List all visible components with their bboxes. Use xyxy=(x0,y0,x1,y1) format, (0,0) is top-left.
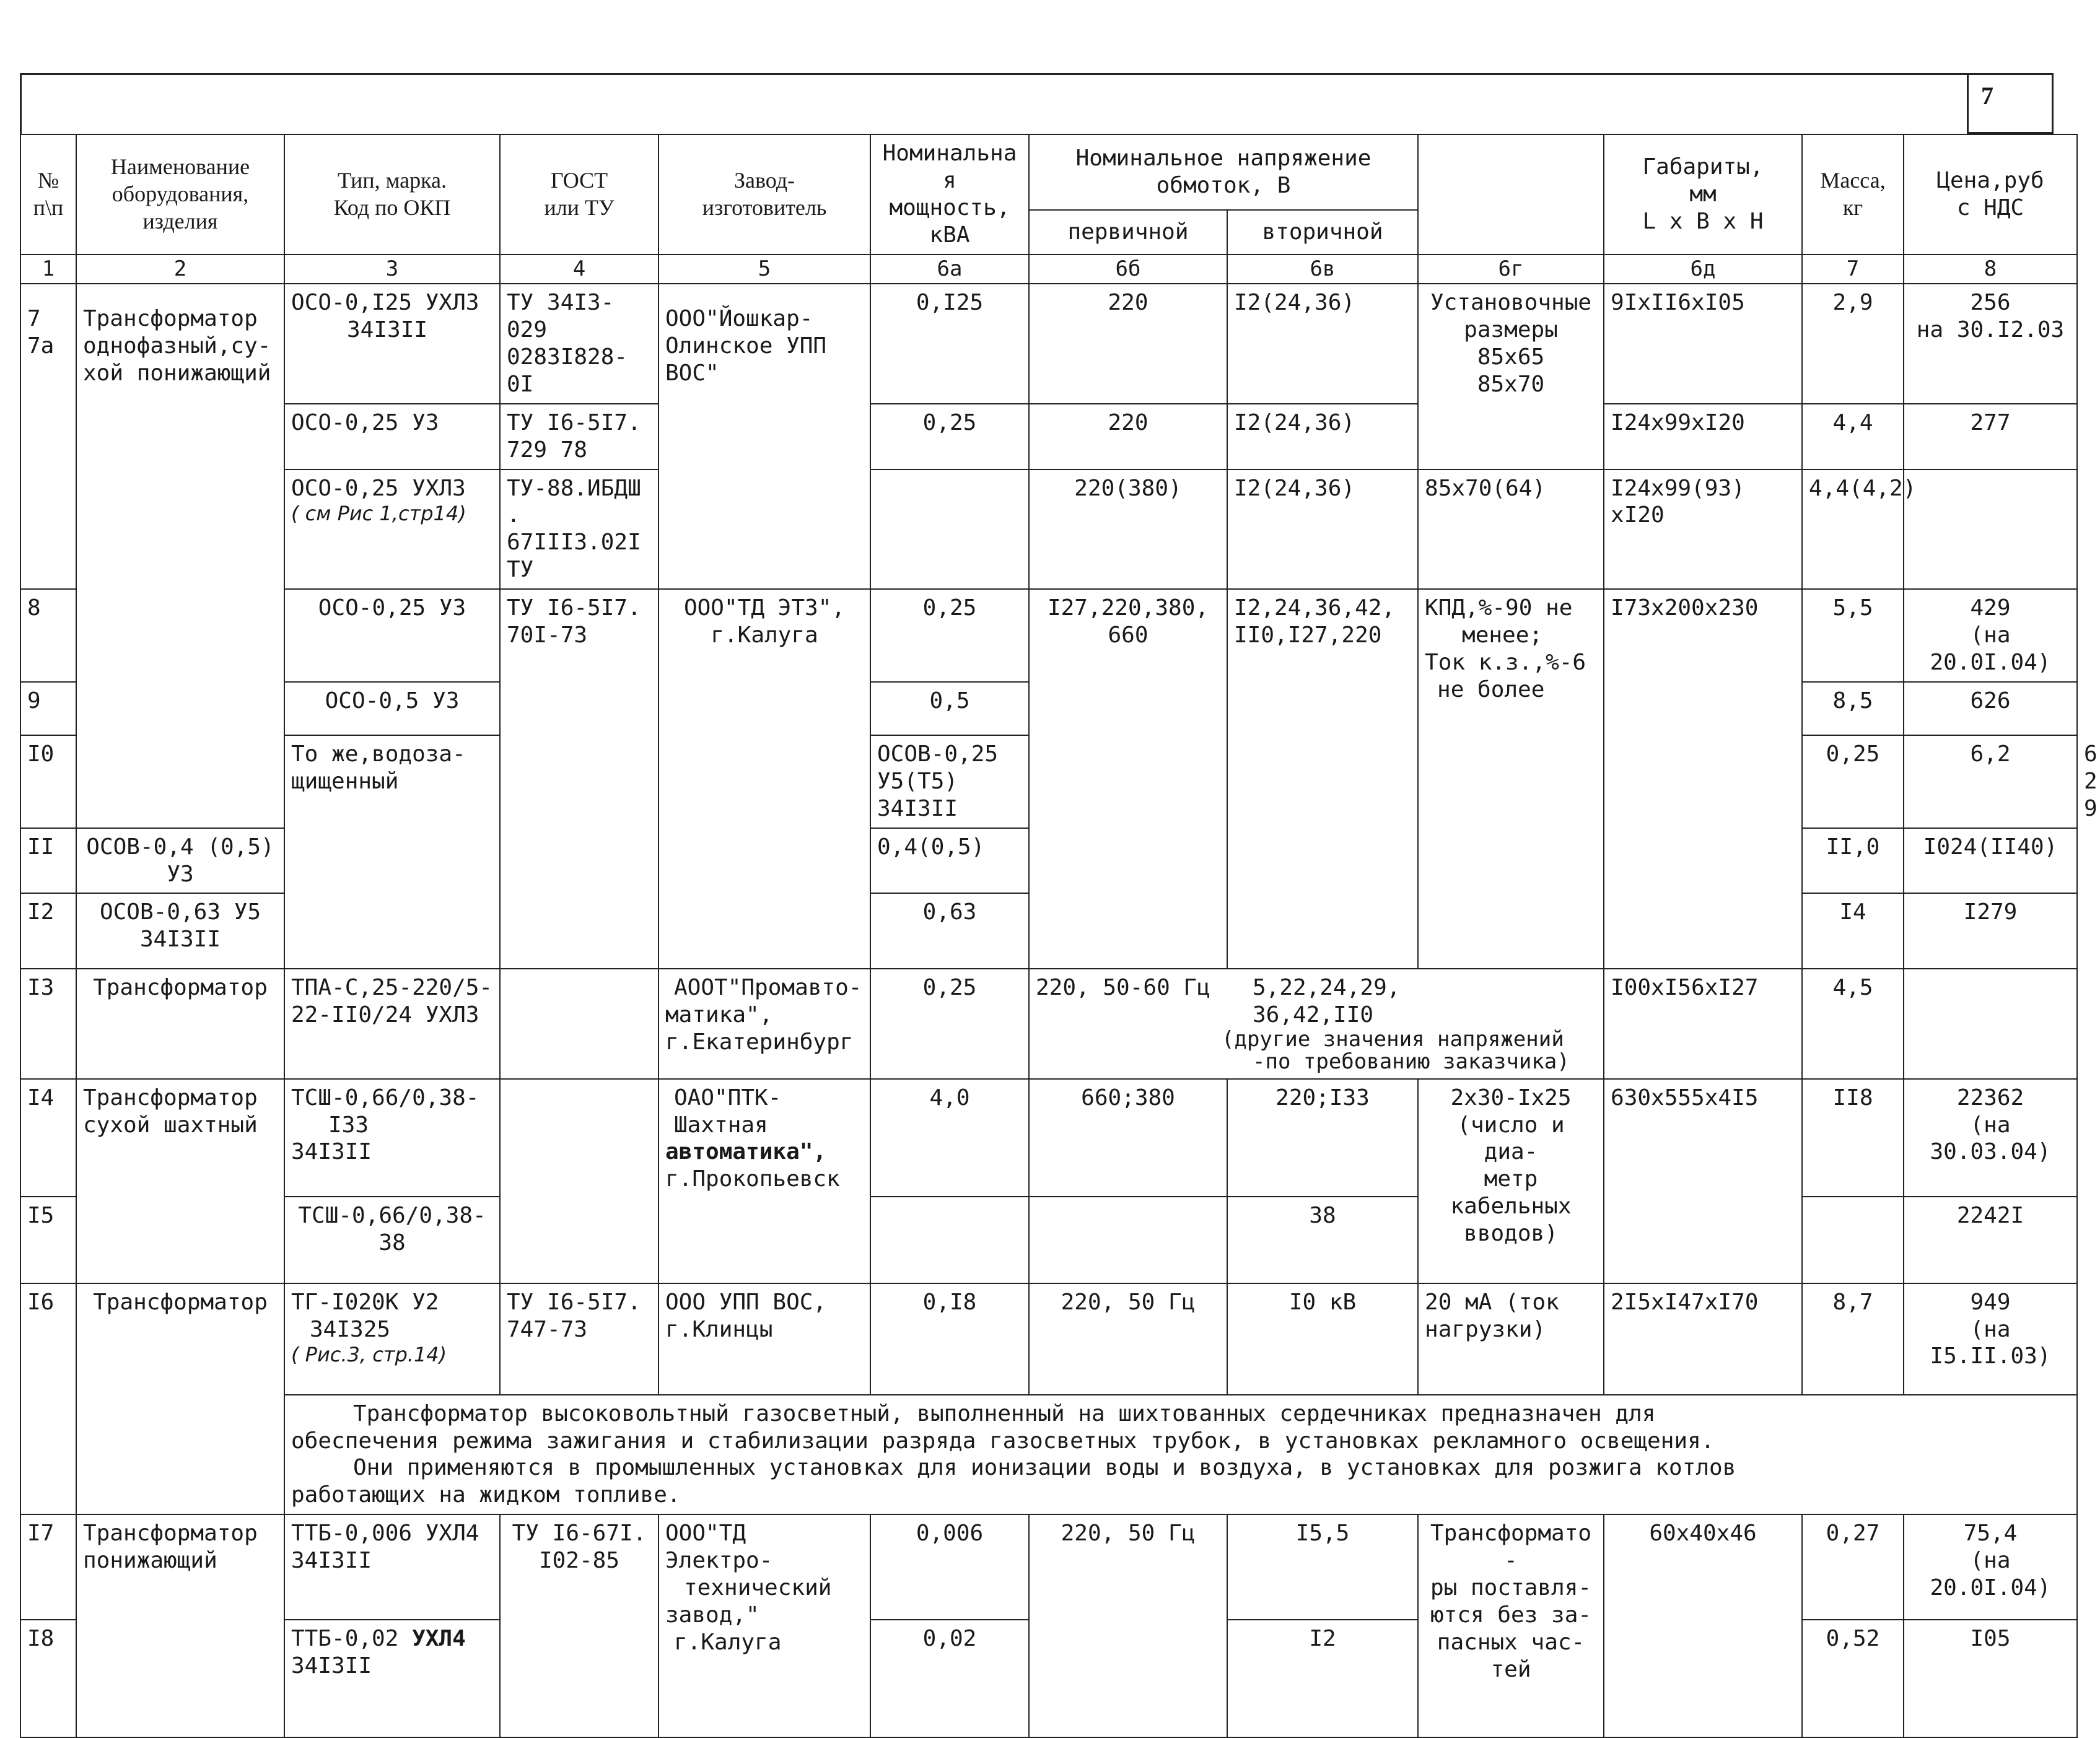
voltage-note: -по требованию заказчика) xyxy=(1253,1049,1570,1074)
col-num: 1 xyxy=(20,255,76,284)
item-type: ОСО-0,25 УХЛЗ ( см Рис 1,стр14) xyxy=(284,469,500,590)
item-gost: ТУ I6-5I7. 747-73 xyxy=(500,1283,658,1395)
table-row-7b xyxy=(20,469,2077,590)
row-number: 9 xyxy=(20,682,76,735)
item-maker: ООО"ТД Электро- технический завод," г.Калуга xyxy=(658,1514,870,1737)
item-mass: I4 xyxy=(1802,893,1904,969)
item-type: ОСОВ-0,25 У5(Т5) 34I3II xyxy=(870,735,1029,828)
item-price: 626 xyxy=(1904,682,2077,735)
table-row-13 xyxy=(20,969,2077,1078)
item-secondary-voltage: I0 кВ xyxy=(1227,1283,1418,1395)
item-type: ОСО-0,25 УЗ xyxy=(284,404,500,469)
item-mass: 8,5 xyxy=(1802,682,1904,735)
item-gost: ТУ-88.ИБДШ. 67III3.02IТУ xyxy=(500,469,658,590)
item-dimensions: I73x200x230 xyxy=(1604,589,1802,969)
header-voltage: Номинальное напряжение обмоток, В xyxy=(1029,134,1418,210)
item-install-size: КПД,%-90 не менее; Ток к.з.,%-6 не более xyxy=(1418,589,1604,969)
item-primary-voltage: 220(380) xyxy=(1029,469,1227,590)
header-maker: Завод- изготовитель xyxy=(658,134,870,255)
page-number-box xyxy=(1967,73,2054,134)
item-install-size: 85x70(64) xyxy=(1418,469,1604,590)
table-row-7a xyxy=(20,404,2077,469)
item-power: 0,63 xyxy=(870,893,1029,969)
item-mass: 0,27 xyxy=(1802,1514,1904,1620)
item-price xyxy=(1904,469,2077,590)
item-type: ТСШ-0,66/0,38- 38 xyxy=(284,1197,500,1283)
item-type: ТГ-I020К У2 34I325 ( Рис.3, стр.14) xyxy=(284,1283,500,1395)
item-price: 429 (на 20.0I.04) xyxy=(1904,589,2077,682)
item-price: 75,4 (на 20.0I.04) xyxy=(1904,1514,2077,1620)
handwritten-note: ( см Рис 1,стр14) xyxy=(291,502,466,526)
item-name: То же,водоза- щищенный xyxy=(284,735,500,969)
item-secondary-voltage: 38 xyxy=(1227,1197,1418,1283)
table-row-7 xyxy=(20,284,2077,404)
top-frame xyxy=(20,73,1967,135)
item-price: I05 xyxy=(1904,1620,2077,1737)
item-name: Трансформатор xyxy=(76,1283,284,1515)
item-price: 2242I xyxy=(1904,1197,2077,1283)
description-row xyxy=(20,1395,2077,1515)
item-primary-voltage: 220, 50 Гц xyxy=(1029,1514,1227,1737)
header-power: Номинальная мощность, кВА xyxy=(870,134,1029,255)
item-type: ОСОВ-0,63 У5 34I3II xyxy=(76,893,284,969)
header-no: № п\п xyxy=(20,134,76,255)
row-number: I5 xyxy=(20,1197,76,1283)
header-secondary: вторичной xyxy=(1227,210,1418,254)
item-mass: II,0 xyxy=(1802,828,1904,894)
item-primary-voltage: I27,220,380, 660 xyxy=(1029,589,1227,969)
col-num: 6д xyxy=(1604,255,1802,284)
item-primary-voltage: 220, 50-60 Гц xyxy=(1036,975,1210,1001)
row-number: I0 xyxy=(20,735,76,828)
item-mass: 8,7 xyxy=(1802,1283,1904,1395)
table-row-8 xyxy=(20,589,2077,682)
item-type: ОСО-0,25 УЗ xyxy=(284,589,500,682)
item-mass: 5,5 xyxy=(1802,589,1904,682)
item-install-size: 2x30-Ix25 (число и диа- метр кабельных вводов) xyxy=(1418,1079,1604,1283)
item-mass: 4,5 xyxy=(1802,969,1904,1078)
item-gost: ТУ I6-67I. I02-85 xyxy=(500,1514,658,1737)
row-number: I6 xyxy=(20,1283,76,1515)
col-num: 6в xyxy=(1227,255,1418,284)
page-number: 7 xyxy=(1981,82,1993,110)
item-install-size: 20 мА (ток нагрузки) xyxy=(1418,1283,1604,1395)
item-mass: 2,9 xyxy=(1802,284,1904,404)
item-dimensions: I24x99xI20 xyxy=(1604,404,1802,469)
item-gost xyxy=(500,1079,658,1283)
item-primary-voltage: 220, 50 Гц xyxy=(1029,1283,1227,1395)
item-power: 0,I8 xyxy=(870,1283,1029,1395)
item-maker: ОАО"ПТК-Шахтная автоматика", г.Прокопьевск xyxy=(658,1079,870,1283)
item-secondary-voltage: I2(24,36) xyxy=(1227,404,1418,469)
item-gost xyxy=(500,969,658,1078)
item-maker: АООТ"Промавто- матика", г.Екатеринбург xyxy=(658,969,870,1078)
item-dimensions: I00xI56xI27 xyxy=(1604,969,1802,1078)
item-power: 0,25 xyxy=(1802,735,1904,828)
col-num: 2 xyxy=(76,255,284,284)
item-name: Трансформатор понижающий xyxy=(76,1514,284,1737)
item-power: 0,25 xyxy=(870,589,1029,682)
item-gost: ТУ I6-5I7. 729 78 xyxy=(500,404,658,469)
item-maker: ООО"ТД ЭТЗ", г.Калуга xyxy=(658,589,870,969)
equipment-table xyxy=(20,134,2098,1738)
header-mass: Масса, кг xyxy=(1802,134,1904,255)
item-gost: ТУ 34I3-029 0283I828-0I xyxy=(500,284,658,404)
column-numbers-row xyxy=(20,255,2077,284)
row-number: I4 xyxy=(20,1079,76,1197)
item-power: 0,02 xyxy=(870,1620,1029,1737)
item-dimensions: 2I5xI47xI70 xyxy=(1604,1283,1802,1395)
item-power: 0,5 xyxy=(870,682,1029,735)
col-num: 5 xyxy=(658,255,870,284)
item-secondary-voltage: I5,5 xyxy=(1227,1514,1418,1620)
item-dimensions: 9IxII6xI05 xyxy=(1604,284,1802,404)
table-row-10: I0 То же,водоза- щищенный ОСОВ-0,25 У5(Т5) 34I3II 0,25 6,2 629 xyxy=(20,735,2077,828)
item-voltage-note xyxy=(1029,969,1604,1078)
table-row-17 xyxy=(20,1514,2077,1620)
item-maker: ООО УПП ВОС, г.Клинцы xyxy=(658,1283,870,1395)
item-primary-voltage: 220 xyxy=(1029,284,1227,404)
row-number: I7 xyxy=(20,1514,76,1620)
col-num: 6б xyxy=(1029,255,1227,284)
item-maker: ООО"Йошкар- Олинское УПП ВОС" xyxy=(658,284,870,589)
item-power xyxy=(870,469,1029,590)
item-price: I024(II40) xyxy=(1904,828,2077,894)
row-number: I3 xyxy=(20,969,76,1078)
item-mass: 4,4 xyxy=(1802,404,1904,469)
item-power xyxy=(870,1197,1029,1283)
header-gost: ГОСТ или ТУ xyxy=(500,134,658,255)
item-price: 949 (на I5.II.03) xyxy=(1904,1283,2077,1395)
item-mass: 0,52 xyxy=(1802,1620,1904,1737)
item-power: 0,006 xyxy=(870,1514,1029,1620)
item-type: ТСШ-0,66/0,38- I33 34I3II xyxy=(284,1079,500,1197)
row-number: 8 xyxy=(20,589,76,682)
item-dimensions: 60x40x46 xyxy=(1604,1514,1802,1737)
description-paragraph: Трансформатор высоковольтный газосветный, выполненный на шихтованных сердечниках предназначен для обеспечения режима зажигания и стабилизации разряда газосветных трубок, в установках рекламного освещения. Они применяются в промышленных установках для ионизации воды и воздуха, в установках для розжига котлов работающих на жидком топливе. xyxy=(284,1395,2077,1515)
item-type: ОСОВ-0,4 (0,5) У3 xyxy=(76,828,284,894)
item-secondary-voltage: I2(24,36) xyxy=(1227,284,1418,404)
header-type: Тип, марка. Код по ОКП xyxy=(284,134,500,255)
item-power: 0,I25 xyxy=(870,284,1029,404)
voltage-subgrid xyxy=(1036,974,1597,1029)
item-power: 0,25 xyxy=(870,969,1029,1078)
header-row-1 xyxy=(20,134,2077,210)
item-install-size: Трансформато- ры поставля- ются без за- пасных час- тей xyxy=(1418,1514,1604,1737)
row-number: II xyxy=(20,828,76,894)
item-type: ТТБ-0,006 УХЛ4 34I3II xyxy=(284,1514,500,1620)
item-secondary-voltage: 5,22,24,29, 36,42,II0 xyxy=(1253,975,1401,1028)
item-type: ТПА-С,25-220/5- 22-II0/24 УХЛЗ xyxy=(284,969,500,1078)
col-num: 7 xyxy=(1802,255,1904,284)
handwritten-note: ( Рис.3, стр.14) xyxy=(291,1343,447,1367)
item-price: 22362 (на 30.03.04) xyxy=(1904,1079,2077,1197)
header-primary: первичной xyxy=(1029,210,1227,254)
voltage-note: (другие значения напряжений xyxy=(1222,1027,1564,1052)
item-primary-voltage: 220 xyxy=(1029,404,1227,469)
item-mass: 6,2 xyxy=(1904,735,2077,828)
item-mass: 4,4(4,2) xyxy=(1802,469,1904,590)
item-primary-voltage: 660;380 xyxy=(1029,1079,1227,1197)
item-price: 256 на 30.I2.03 xyxy=(1904,284,2077,404)
item-primary-voltage xyxy=(1029,1197,1227,1283)
item-power: 4,0 xyxy=(870,1079,1029,1197)
header-price: Цена,руб с НДС xyxy=(1904,134,2077,255)
item-mass: II8 xyxy=(1802,1079,1904,1197)
item-price xyxy=(1904,969,2077,1078)
col-num: 6а xyxy=(870,255,1029,284)
col-num: 4 xyxy=(500,255,658,284)
item-type: ОСО-0,5 УЗ xyxy=(284,682,500,735)
item-name: Трансформатор однофазный,су- хой понижающий xyxy=(76,284,284,828)
item-secondary-voltage: I2,24,36,42, II0,I27,220 xyxy=(1227,589,1418,969)
item-price: 277 xyxy=(1904,404,2077,469)
col-num: 8 xyxy=(1904,255,2077,284)
header-blank xyxy=(1418,134,1604,255)
item-mass xyxy=(1802,1197,1904,1283)
item-secondary-voltage: I2 xyxy=(1227,1620,1418,1737)
item-type: ОСО-0,I25 УХЛЗ 34I3II xyxy=(284,284,500,404)
item-name: Трансформатор сухой шахтный xyxy=(76,1079,284,1283)
table-row-16 xyxy=(20,1283,2077,1395)
item-type: ТТБ-0,02 УХЛ4 34I3II xyxy=(284,1620,500,1737)
row-number: I2 xyxy=(20,893,76,969)
col-num: 3 xyxy=(284,255,500,284)
item-dimensions: 630x555x4I5 xyxy=(1604,1079,1802,1283)
row-number: I8 xyxy=(20,1620,76,1737)
item-price: I279 xyxy=(1904,893,2077,969)
item-secondary-voltage: 220;I33 xyxy=(1227,1079,1418,1197)
row-number: 7 7а xyxy=(20,284,76,589)
item-install-size: Установочные размеры 85x65 85x70 xyxy=(1418,284,1604,469)
item-dimensions: I24x99(93) xI20 xyxy=(1604,469,1802,590)
table-row-14 xyxy=(20,1079,2077,1197)
item-secondary-voltage: I2(24,36) xyxy=(1227,469,1418,590)
item-gost: ТУ I6-5I7. 70I-73 xyxy=(500,589,658,969)
item-name: Трансформатор xyxy=(76,969,284,1078)
header-dims: Габариты, мм L x B x H xyxy=(1604,134,1802,255)
item-power: 0,25 xyxy=(870,404,1029,469)
col-num: 6г xyxy=(1418,255,1604,284)
header-name: Наименование оборудования, изделия xyxy=(76,134,284,255)
item-power: 0,4(0,5) xyxy=(870,828,1029,894)
